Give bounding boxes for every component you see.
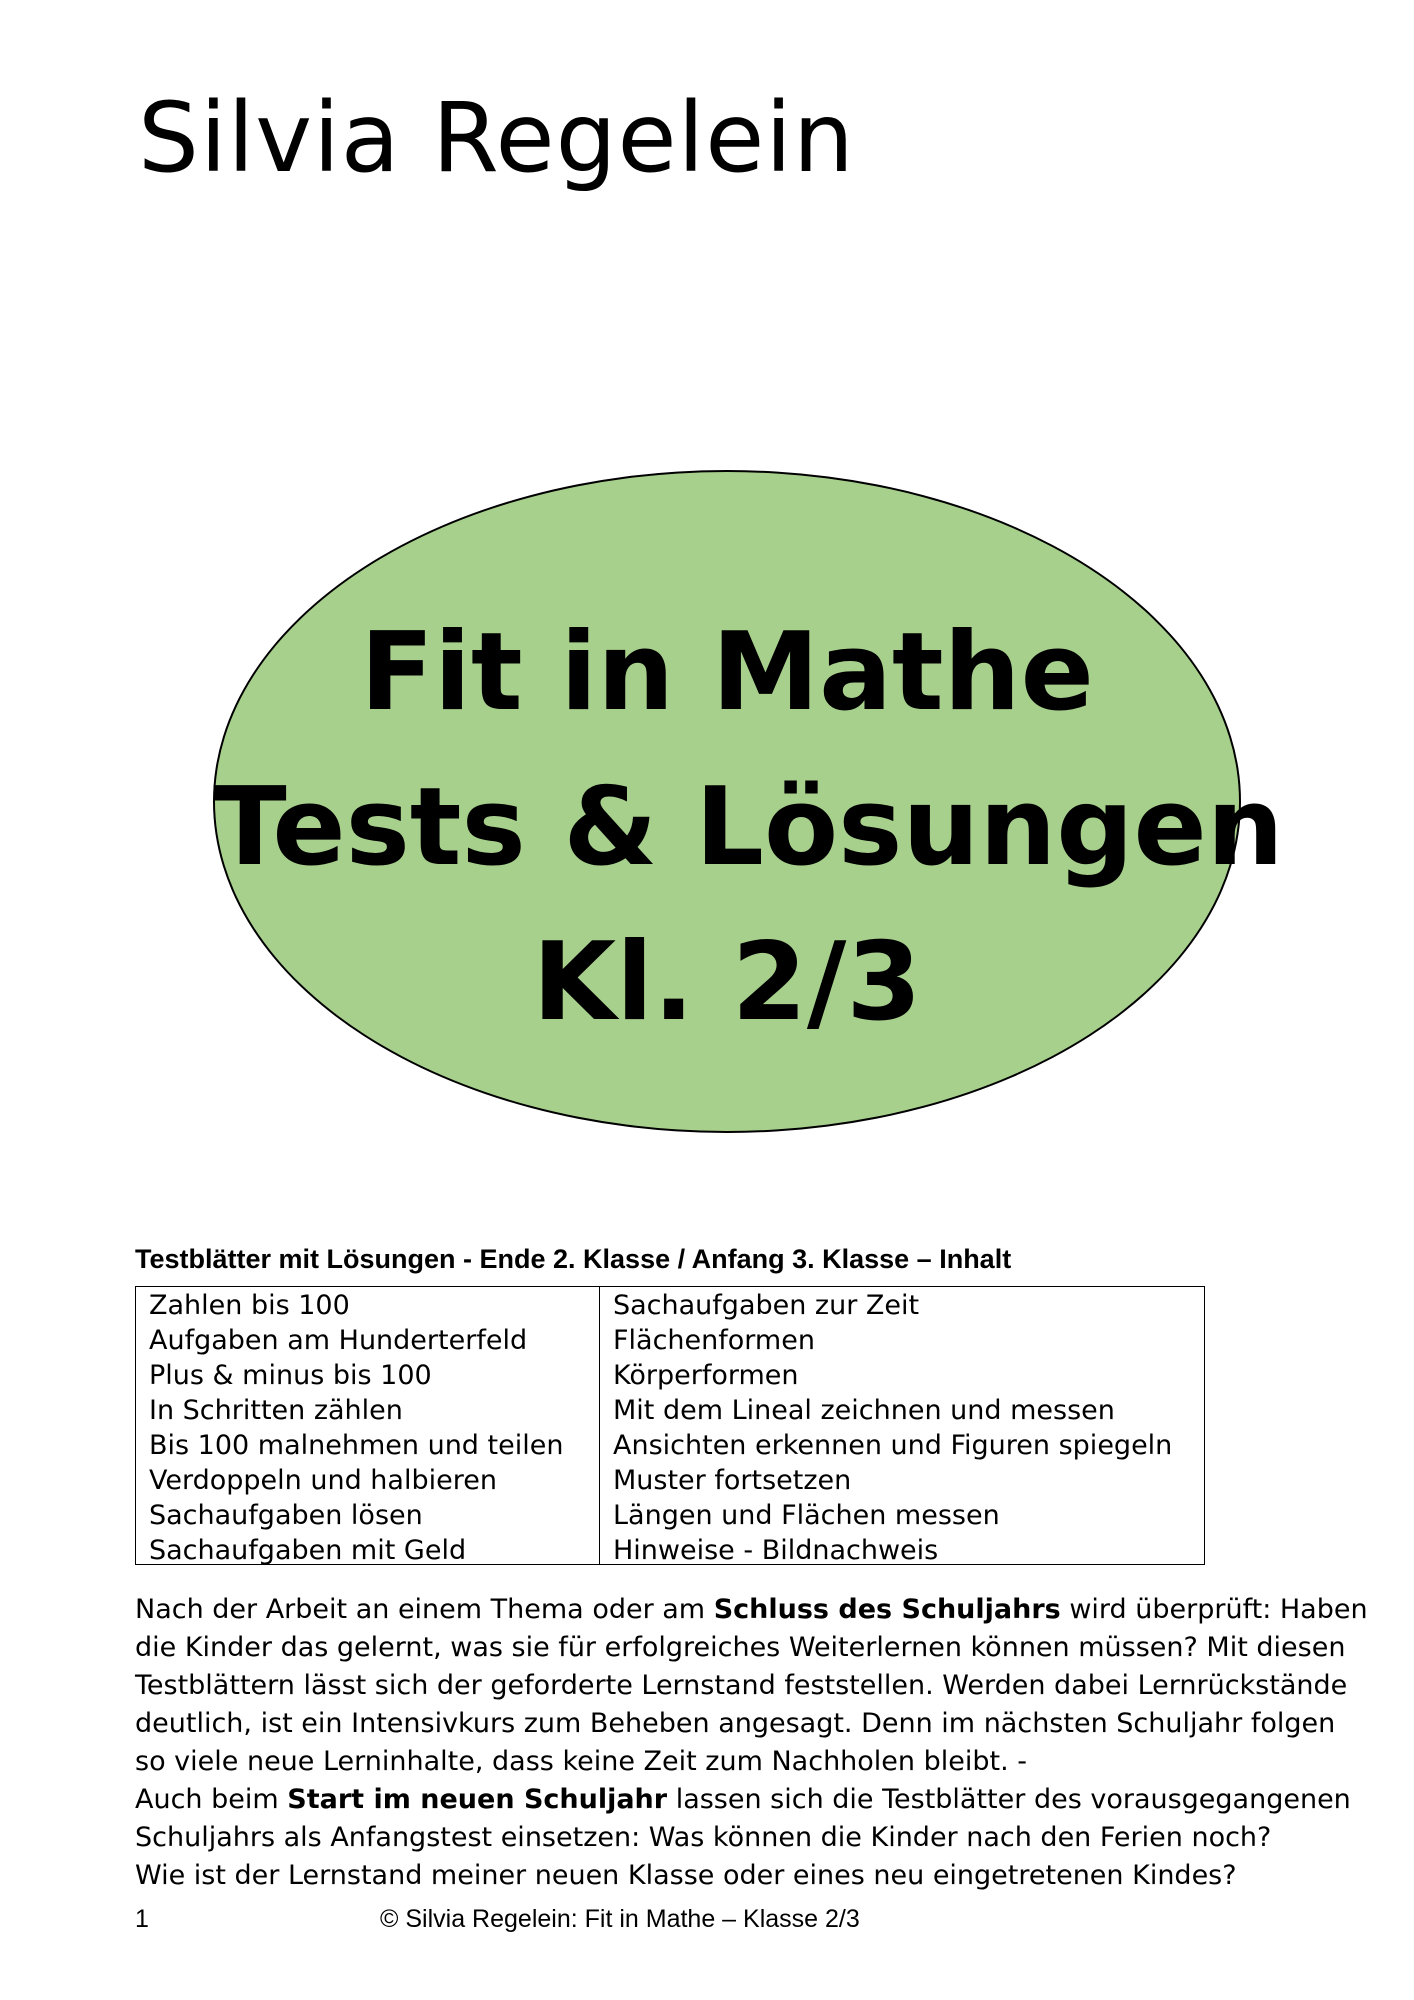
contents-item: Flächenformen [613, 1325, 815, 1356]
contents-item: Muster fortsetzen [613, 1465, 852, 1496]
contents-item: Zahlen bis 100 [149, 1290, 350, 1321]
intro-line: deutlich, ist ein Intensivkurs zum Beheben angesagt. Denn im nächsten Schuljahr folgen [135, 1708, 1336, 1739]
contents-item: Aufgaben am Hunderterfeld [149, 1325, 528, 1356]
page-number: 1 [135, 1905, 149, 1933]
contents-item: Sachaufgaben zur Zeit [613, 1290, 920, 1321]
intro-line: Testblättern lässt sich der geforderte Lernstand feststellen. Werden dabei Lernrückstände [135, 1670, 1348, 1701]
contents-heading: Testblätter mit Lösungen - Ende 2. Klasse / Anfang 3. Klasse – Inhalt [135, 1244, 1012, 1274]
intro-emphasis: Start im neuen Schuljahr [287, 1784, 668, 1815]
intro-text: wird überprüft: Haben [1060, 1594, 1368, 1625]
copyright-footer: © Silvia Regelein: Fit in Mathe – Klasse 2/3 [380, 1905, 860, 1933]
contents-item: In Schritten zählen [149, 1395, 403, 1426]
author-name: Silvia Regelein [138, 82, 855, 194]
intro-line [135, 1591, 1368, 1629]
contents-item: Ansichten erkennen und Figuren spiegeln [613, 1430, 1173, 1461]
intro-line: Wie ist der Lernstand meiner neuen Klasse oder eines neu eingetretenen Kindes? [135, 1860, 1237, 1891]
intro-text: Auch beim [135, 1784, 288, 1815]
contents-item: Plus & minus bis 100 [149, 1360, 432, 1391]
contents-item: Sachaufgaben mit Geld [149, 1535, 467, 1566]
contents-item: Längen und Flächen messen [613, 1500, 1000, 1531]
title-line-3: Kl. 2/3 [532, 920, 922, 1045]
contents-item: Hinweise - Bildnachweis [613, 1535, 939, 1566]
contents-item: Mit dem Lineal zeichnen und messen [613, 1395, 1115, 1426]
intro-emphasis: Schluss des Schuljahrs [713, 1594, 1061, 1625]
intro-text: lassen sich die Testblätter des vorausgegangenen [667, 1784, 1351, 1815]
intro-line: Schuljahrs als Anfangstest einsetzen: Was können die Kinder nach den Ferien noch? [135, 1822, 1272, 1853]
intro-line [135, 1781, 1355, 1819]
intro-paragraph [135, 1591, 1368, 1895]
contents-item: Verdoppeln und halbieren [149, 1465, 497, 1496]
intro-line: so viele neue Lerninhalte, dass keine Zeit zum Nachholen bleibt. - [135, 1746, 1028, 1777]
contents-item: Körperformen [613, 1360, 799, 1391]
title-line-2: Tests & Lösungen [213, 765, 1284, 890]
contents-item: Bis 100 malnehmen und teilen [149, 1430, 564, 1461]
contents-table [135, 1286, 1205, 1565]
intro-line: die Kinder das gelernt, was sie für erfolgreiches Weiterlernen können müssen? Mit diesen [135, 1632, 1346, 1663]
contents-left-column [136, 1287, 600, 1564]
intro-text: Nach der Arbeit an einem Thema oder am [135, 1594, 714, 1625]
contents-right-column [600, 1287, 1204, 1564]
title-block [213, 595, 1284, 1060]
title-line-1: Fit in Mathe [360, 610, 1094, 735]
contents-item: Sachaufgaben lösen [149, 1500, 423, 1531]
